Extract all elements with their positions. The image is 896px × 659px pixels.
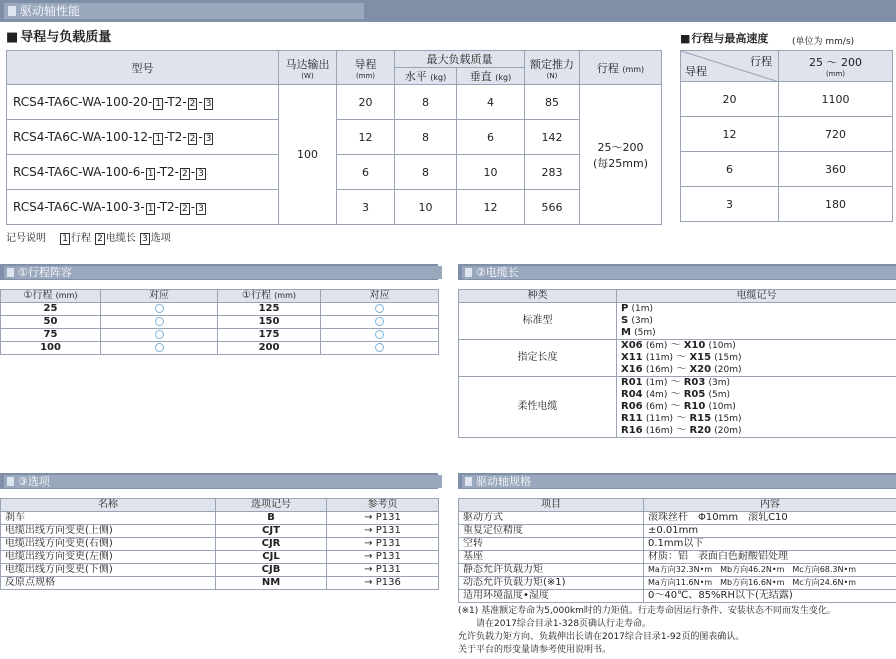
model-cell: RCS4-TA6C-WA-100-6- 1 -T2- 2 - 3 bbox=[7, 155, 279, 190]
specs-bar bbox=[458, 473, 896, 489]
header-bar bbox=[0, 0, 896, 22]
circle-icon bbox=[375, 343, 384, 352]
table-row: 75 175 bbox=[1, 329, 439, 342]
speed-unit: (单位为 mm/s) bbox=[792, 37, 855, 47]
notes: (※1) 基准额定寿命为5,000km时的力矩值。行走寿命因运行条件、安装状态不同而发生变化。 请在2017综合目录1-328页确认行走寿命。 允许负载力矩方向、负载伸出长请在2017综合目录1-92页的图表确认。 关于平台的形变量请参考使用说明书。 bbox=[458, 606, 836, 655]
table-row: 柔性电缆 R01 (1m) ～ R03 (3m) R04 (4m) ～ R05 (5m) R06 (6m) ～ R10 (10m) R11 (11m) ～ R15 (15m) R16 (16m) ～ R20 (20m) bbox=[459, 377, 896, 438]
horizontal-cell: 8 bbox=[395, 155, 457, 190]
model-cell: RCS4-TA6C-WA-100-20- 1 -T2- 2 - 3 bbox=[7, 85, 279, 120]
motor-output-cell: 100 bbox=[279, 85, 337, 225]
lead-header: 导程 (mm) bbox=[337, 51, 395, 85]
page-title: 驱动轴性能 bbox=[4, 3, 364, 19]
motor-header: 马达输出 (W) bbox=[279, 51, 337, 85]
horizontal-cell: 8 bbox=[395, 85, 457, 120]
table-row: 电缆出线方向变更(上侧) CJT → P131 bbox=[1, 525, 439, 538]
thrust-cell: 85 bbox=[525, 85, 580, 120]
specs-title: 驱动轴规格 bbox=[462, 475, 896, 488]
table-row: 50 150 bbox=[1, 316, 439, 329]
table-row: 反原点规格 NM → P136 bbox=[1, 577, 439, 590]
table-row: 25 125 bbox=[1, 303, 439, 316]
table-row: 100 200 bbox=[1, 342, 439, 355]
circle-icon bbox=[375, 317, 384, 326]
thrust-cell: 566 bbox=[525, 190, 580, 225]
lead-cell: 20 bbox=[337, 85, 395, 120]
circle-icon bbox=[155, 317, 164, 326]
model-header: 型号 bbox=[7, 51, 279, 85]
options-bar bbox=[0, 473, 438, 489]
table-row: 电缆出线方向变更(左侧) CJL → P131 bbox=[1, 551, 439, 564]
specs-table: 项目 内容 驱动方式 滚珠丝杆 Φ10mm 滚轧C10 重复定位精度 ±0.01mm 空转 0.1mm以下 基座 材质：铝 表面白色耐酸铝处理 静态允许负载力矩 Ma方向32.3N•m Mb方向46.2N•m Mc方向68.3N•m 动态允许负载力矩(※1) Ma方向11.6N•m Mb方向16.6N•m Mc方向24.6N•m 适用环境温度•湿度 0～40℃、85%RH以下(无结露) bbox=[458, 498, 896, 603]
speed-range-header: 25 ～ 200 (mm) bbox=[779, 51, 893, 82]
speed-corner-header: 行程 导程 bbox=[681, 51, 779, 82]
circle-icon bbox=[155, 343, 164, 352]
horizontal-cell: 8 bbox=[395, 120, 457, 155]
speed-table bbox=[680, 50, 893, 222]
table-row: 12 720 bbox=[681, 117, 893, 152]
stroke-list-bar bbox=[0, 264, 438, 280]
model-cell: RCS4-TA6C-WA-100-12- 1 -T2- 2 - 3 bbox=[7, 120, 279, 155]
table-row: 电缆出线方向变更(下侧) CJB → P131 bbox=[1, 564, 439, 577]
lead-load-table bbox=[6, 50, 662, 225]
table-row: 基座 材质：铝 表面白色耐酸铝处理 bbox=[459, 551, 896, 564]
options-title: ③选项 bbox=[4, 475, 442, 488]
table-row: 空转 0.1mm以下 bbox=[459, 538, 896, 551]
stroke-list-table: ①行程 (mm) 对应 ①行程 (mm) 对应 25 125 50 150 75 175 100 200 bbox=[0, 289, 439, 355]
horizontal-header: 水平 (kg) bbox=[395, 68, 457, 85]
vertical-cell: 12 bbox=[457, 190, 525, 225]
table-row: 20 1100 bbox=[681, 82, 893, 117]
table-row: 指定长度 X06 (6m) ～ X10 (10m) X11 (11m) ～ X15 (15m) X16 (16m) ～ X20 (20m) bbox=[459, 340, 896, 377]
table-row: 电缆出线方向变更(右侧) CJR → P131 bbox=[1, 538, 439, 551]
thrust-cell: 142 bbox=[525, 120, 580, 155]
lead-cell: 3 bbox=[337, 190, 395, 225]
table-row: 重复定位精度 ±0.01mm bbox=[459, 525, 896, 538]
stroke-cell: 25～200 (每25mm) bbox=[580, 85, 662, 225]
table-row: 标准型 P (1m) S (3m) M (5m) bbox=[459, 303, 896, 340]
thrust-header: 额定推力 (N) bbox=[525, 51, 580, 85]
circle-icon bbox=[155, 304, 164, 313]
stroke-header: 行程 (mm) bbox=[580, 51, 662, 85]
cable-bar bbox=[458, 264, 896, 280]
cable-table: 种类 电缆记号 标准型 P (1m) S (3m) M (5m) 指定长度 X06 (6m) ～ X10 (10m) X11 (11m) ～ X15 (15m) X16 (16m) ～ X20 (20m) 柔性电缆 R01 (1m) ～ R03 (3m) R04 (4m) ～ R05 (5m) R06 (6m) ～ R10 (10m) R11 (11m) ～ R15 (15m) R16 (16m) ～ R20 (20m) bbox=[458, 289, 896, 438]
table-row bbox=[7, 85, 662, 120]
vertical-header: 垂直 (kg) bbox=[457, 68, 525, 85]
vertical-cell: 6 bbox=[457, 120, 525, 155]
table-row: 适用环境温度•湿度 0～40℃、85%RH以下(无结露) bbox=[459, 590, 896, 603]
max-load-header: 最大负载质量 bbox=[395, 51, 525, 68]
lead-cell: 6 bbox=[337, 155, 395, 190]
circle-icon bbox=[375, 330, 384, 339]
table-row: 6 360 bbox=[681, 152, 893, 187]
model-cell: RCS4-TA6C-WA-100-3- 1 -T2- 2 - 3 bbox=[7, 190, 279, 225]
speed-title: ■ 行程与最高速度 bbox=[680, 32, 768, 46]
horizontal-cell: 10 bbox=[395, 190, 457, 225]
table-row: 3 180 bbox=[681, 187, 893, 222]
vertical-cell: 10 bbox=[457, 155, 525, 190]
options-table: 名称 选项记号 参考页 刹车 B → P131 电缆出线方向变更(上侧) CJT → P131 电缆出线方向变更(右侧) CJR → P131 电缆出线方向变更(左侧) CJL → P131 电缆出线方向变更(下侧) CJB → P131 反原点规格 NM → P136 bbox=[0, 498, 439, 590]
legend: 记号说明 1 行程 2 电缆长 3 选项 bbox=[6, 233, 171, 244]
vertical-cell: 4 bbox=[457, 85, 525, 120]
circle-icon bbox=[375, 304, 384, 313]
circle-icon bbox=[155, 330, 164, 339]
cable-title: ②电缆长 bbox=[462, 266, 896, 279]
thrust-cell: 283 bbox=[525, 155, 580, 190]
stroke-list-title: ①行程阵容 bbox=[4, 266, 442, 279]
table-row: 静态允许负载力矩 Ma方向32.3N•m Mb方向46.2N•m Mc方向68.3N•m bbox=[459, 564, 896, 577]
table-row: 驱动方式 滚珠丝杆 Φ10mm 滚轧C10 bbox=[459, 512, 896, 525]
table-row: 刹车 B → P131 bbox=[1, 512, 439, 525]
lead-cell: 12 bbox=[337, 120, 395, 155]
lead-load-title: ■ 导程与负载质量 bbox=[6, 30, 111, 46]
table-row: 动态允许负载力矩(※1) Ma方向11.6N•m Mb方向16.6N•m Mc方向24.6N•m bbox=[459, 577, 896, 590]
